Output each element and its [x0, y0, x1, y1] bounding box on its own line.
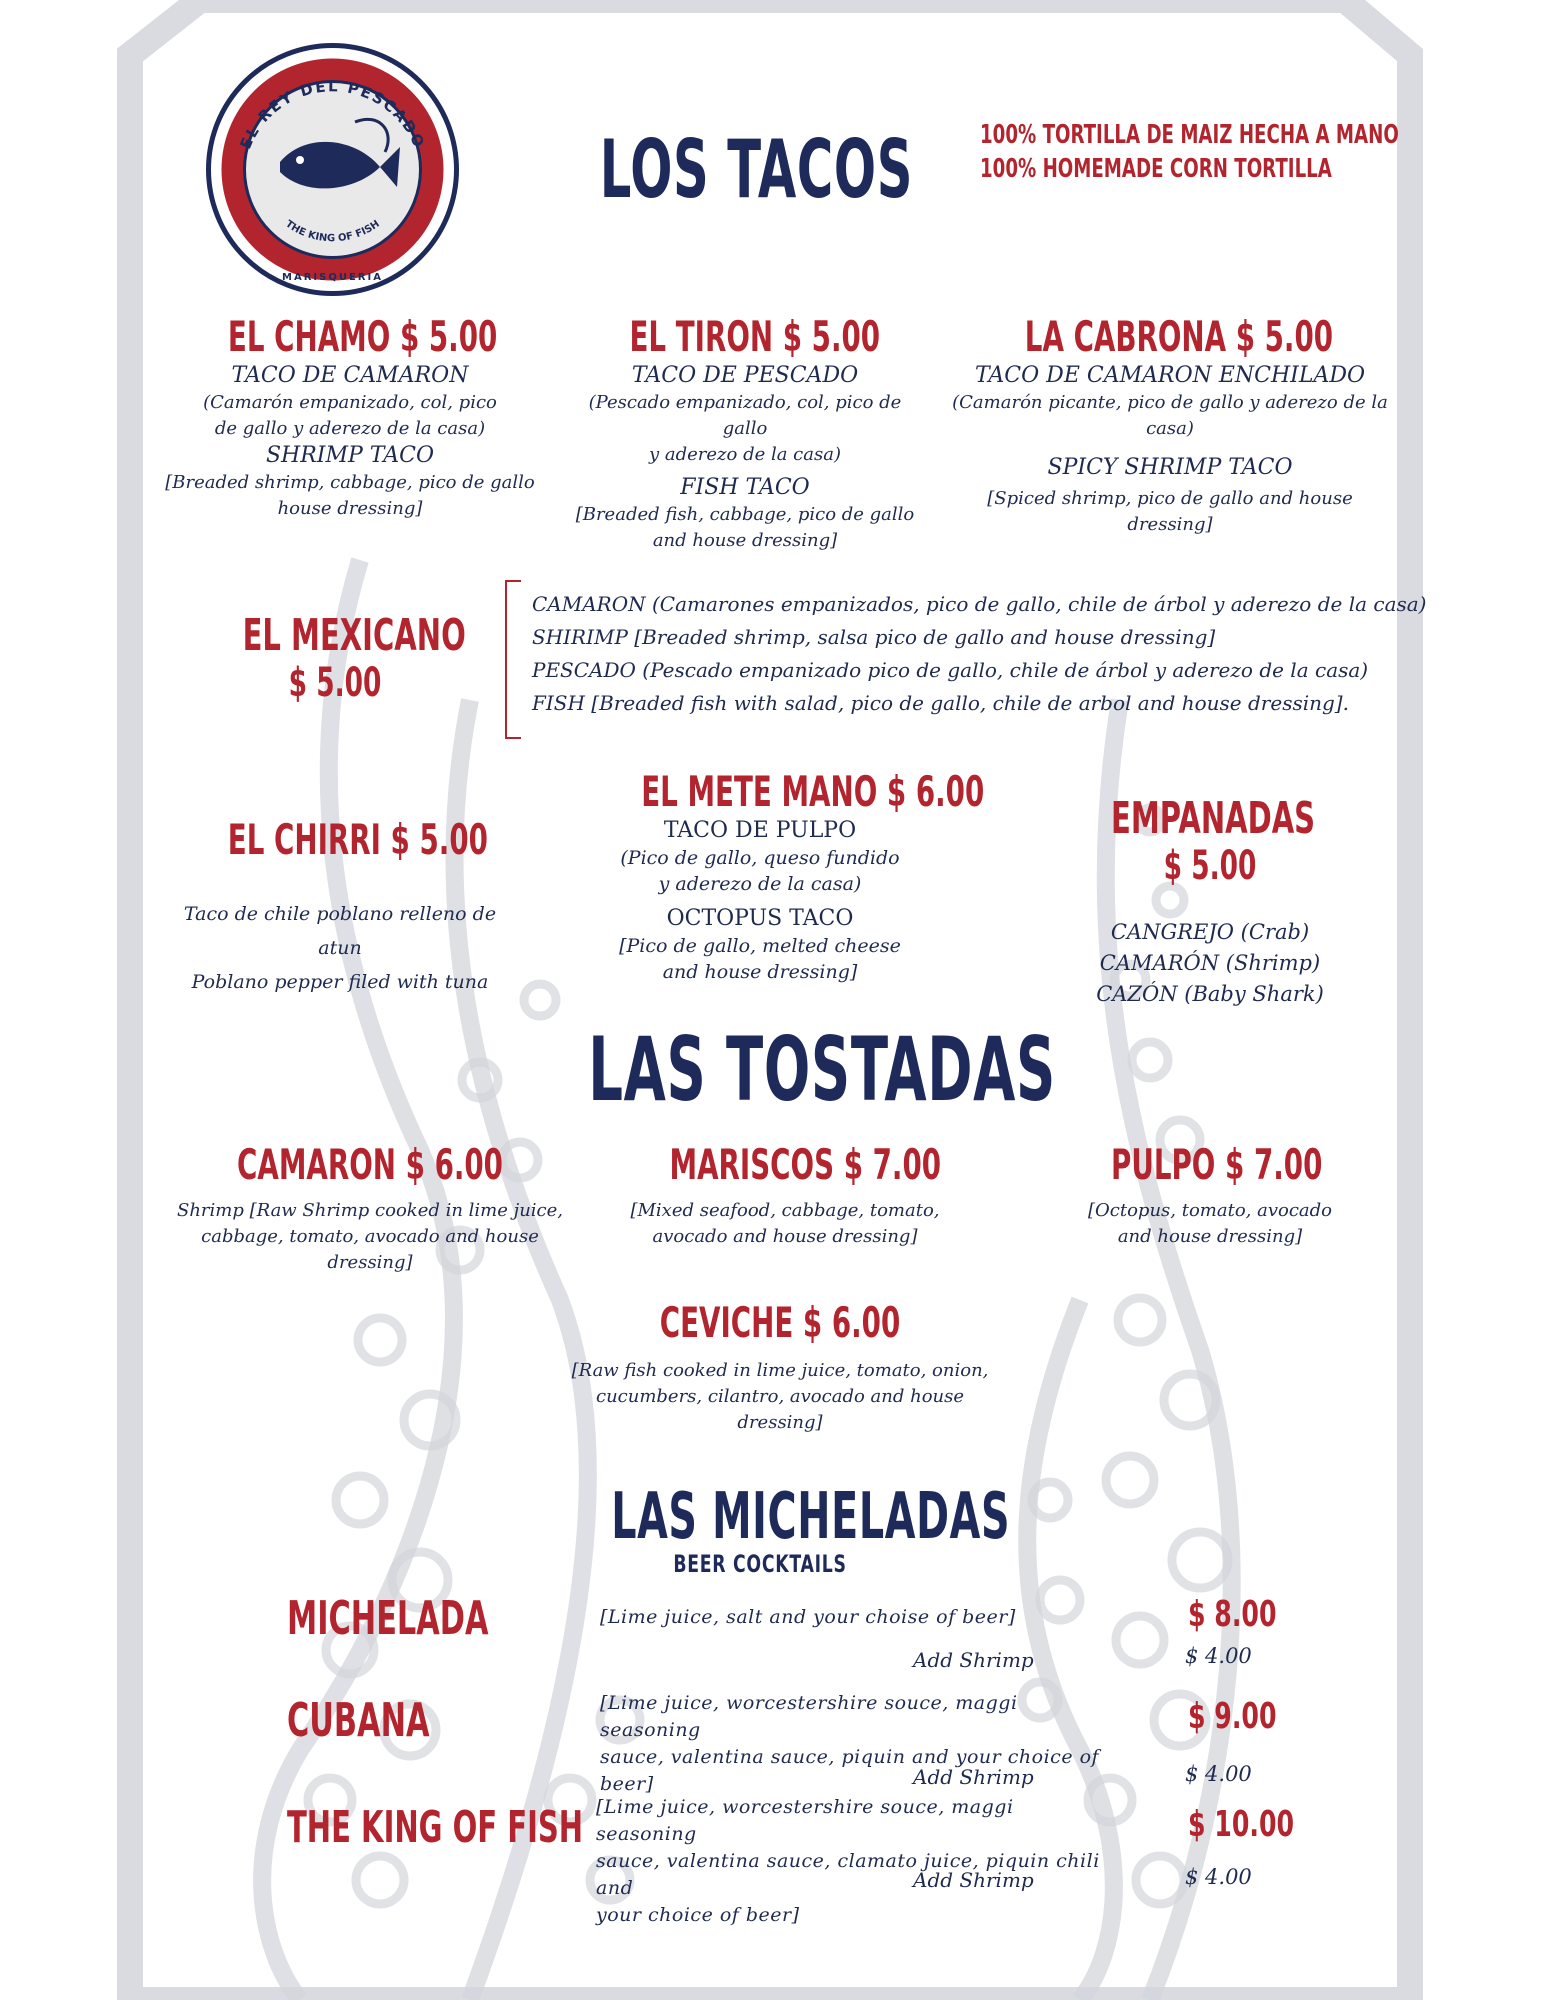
item-name: EL CHIRRI	[227, 815, 381, 864]
mexicano-options	[532, 588, 1427, 720]
mexicano-option: CAMARON (Camarones empanizados, pico de gallo, chile de árbol y aderezo de la casa)	[532, 592, 1427, 616]
item-es-desc: y aderezo de la casa)	[648, 444, 841, 465]
menu-item-tostada-mariscos	[610, 1140, 960, 1250]
drink-name: THE KING OF FISH	[287, 1802, 584, 1853]
slogan-en: 100% HOMEMADE CORN TORTILLA	[980, 154, 1332, 184]
item-desc: cucumbers, cilantro, avocado and house dressing]	[595, 1386, 965, 1433]
item-name: MARISCOS	[669, 1140, 835, 1189]
tostadas-title: LAS TOSTADAS	[588, 1018, 1056, 1121]
drink-price: $ 10.00	[1188, 1804, 1295, 1845]
item-desc: avocado and house dressing]	[652, 1226, 918, 1247]
item-name: EL METE MANO	[641, 767, 878, 816]
item-name: LA CABRONA	[1024, 312, 1227, 361]
logo-bottom-text: THE KING OF FISH	[283, 218, 382, 245]
add-shrimp-price: $ 4.00	[1185, 1644, 1252, 1668]
add-shrimp-price: $ 4.00	[1185, 1762, 1252, 1786]
item-es-desc: de gallo y aderezo de la casa)	[214, 418, 486, 439]
menu-item-el-tiron	[570, 312, 920, 554]
logo-sub-text: MARISQUERIA	[282, 272, 383, 283]
drink-name: CUBANA	[287, 1693, 430, 1747]
item-name: PULPO	[1111, 1140, 1216, 1189]
item-price: $ 5.00	[1235, 312, 1334, 361]
slogan-es: 100% TORTILLA DE MAIZ HECHA A MANO	[980, 120, 1399, 150]
drink-desc-line: your choice of beer]	[596, 1904, 800, 1926]
item-en-name: SPICY SHRIMP TACO	[1047, 455, 1293, 480]
drink-desc-line: [Lime juice, worcestershire souce, maggi seasoning	[600, 1692, 1018, 1741]
item-desc: and house dressing]	[1117, 1226, 1303, 1247]
item-name: CEVICHE	[659, 1298, 794, 1347]
item-en-desc: [Breaded fish, cabbage, pico de gallo	[575, 504, 915, 525]
tortilla-slogan	[980, 118, 1400, 186]
item-price: $ 5.00	[782, 312, 881, 361]
item-es-desc: (Camarón picante, pico de gallo y aderezo de la casa)	[952, 392, 1388, 439]
drink-price: $ 8.00	[1188, 1594, 1277, 1635]
item-es-desc: (Pico de gallo, queso fundido	[620, 847, 900, 869]
menu-item-el-mete-mano	[580, 767, 985, 985]
item-price: $ 5.00	[390, 815, 488, 864]
menu-item-el-chirri	[170, 815, 510, 999]
drink-desc: [Lime juice, salt and your choise of beer]	[600, 1606, 1016, 1628]
item-es-desc: (Pescado empanizado, col, pico de gallo	[588, 392, 902, 439]
item-desc: [Octopus, tomato, avocado	[1087, 1200, 1333, 1221]
drink-desc-line: sauce, valentina sauce, piquin and your choice of beer]	[600, 1746, 1100, 1795]
item-desc: Shrimp [Raw Shrimp cooked in lime juice,	[176, 1200, 563, 1221]
drink-name: MICHELADA	[287, 1591, 489, 1645]
item-desc: Taco de chile poblano relleno de atun	[183, 903, 497, 959]
item-price: $ 6.00	[802, 1298, 901, 1347]
item-es-name: TACO DE CAMARON ENCHILADO	[974, 363, 1366, 388]
item-en-name: FISH TACO	[680, 475, 810, 500]
add-shrimp-label: Add Shrimp	[913, 1868, 1034, 1892]
menu-item-empanadas	[1060, 795, 1360, 1010]
item-es-desc: (Camarón empanizado, col, pico	[203, 392, 497, 413]
item-name: EL CHAMO	[227, 312, 391, 361]
add-shrimp-label: Add Shrimp	[913, 1648, 1034, 1672]
mexicano-bracket	[505, 580, 521, 739]
restaurant-logo	[205, 42, 460, 297]
logo-top-text: EL REY DEL PESCADO	[236, 77, 429, 152]
item-desc: Poblano pepper filed with tuna	[191, 971, 489, 993]
item-price: $ 5.00	[288, 660, 382, 706]
menu-item-el-chamo	[165, 312, 535, 522]
drink-desc-line: sauce, valentina sauce, clamato juice, piquin chili and	[596, 1850, 1100, 1899]
item-es-desc: y aderezo de la casa)	[658, 873, 862, 895]
empanada-filling: CAZÓN (Baby Shark)	[1096, 982, 1324, 1006]
drink-desc-line: [Lime juice, worcestershire souce, maggi seasoning	[596, 1796, 1014, 1845]
empanada-filling: CAMARÓN (Shrimp)	[1099, 951, 1321, 975]
mexicano-option: SHIRIMP [Breaded shrimp, salsa pico de gallo and house dressing]	[532, 625, 1216, 649]
drink-desc	[600, 1690, 1120, 1798]
item-desc: [Mixed seafood, cabbage, tomato,	[630, 1200, 940, 1221]
tacos-title: LOS TACOS	[599, 123, 914, 216]
menu-item-tostada-camaron	[160, 1140, 580, 1276]
item-es-name: TACO DE CAMARON	[231, 363, 469, 388]
item-desc: [Raw fish cooked in lime juice, tomato, onion,	[571, 1360, 989, 1381]
item-price: $ 5.00	[1163, 843, 1257, 889]
mexicano-option: PESCADO (Pescado empanizado pico de gallo, chile de árbol y aderezo de la casa)	[532, 658, 1369, 682]
empanada-filling: CANGREJO (Crab)	[1110, 920, 1310, 944]
menu-item-el-mexicano	[195, 612, 475, 706]
add-shrimp-label: Add Shrimp	[913, 1765, 1034, 1789]
menu-item-tostada-pulpo	[1060, 1140, 1360, 1250]
item-en-name: OCTOPUS TACO	[666, 906, 854, 931]
item-price: $ 5.00	[399, 312, 498, 361]
micheladas-title: LAS MICHELADAS	[611, 1480, 1011, 1554]
item-name: CAMARON	[237, 1140, 396, 1189]
menu-item-la-cabrona	[950, 312, 1390, 538]
item-name: EL TIRON	[629, 312, 774, 361]
mexicano-option: FISH [Breaded fish with salad, pico de gallo, chile de arbol and house dressing].	[532, 691, 1349, 715]
item-en-desc: [Spiced shrimp, pico de gallo and house dressing]	[987, 488, 1353, 535]
item-en-desc: and house dressing]	[662, 961, 858, 983]
item-name: EMPANADAS	[1111, 793, 1316, 844]
item-en-desc: and house dressing]	[652, 530, 838, 551]
micheladas-subtitle: BEER COCKTAILS	[673, 1550, 847, 1578]
item-en-desc: [Breaded shrimp, cabbage, pico de gallo	[165, 472, 535, 493]
item-price: $ 7.00	[843, 1140, 942, 1189]
item-es-name: TACO DE PULPO	[663, 818, 857, 843]
item-desc: cabbage, tomato, avocado and house dressing]	[201, 1226, 539, 1273]
item-es-name: TACO DE PESCADO	[631, 363, 859, 388]
item-price: $ 6.00	[405, 1140, 503, 1189]
item-en-desc: [Pico de gallo, melted cheese	[619, 935, 901, 957]
item-name: EL MEXICANO	[242, 610, 466, 661]
menu-item-tostada-ceviche	[570, 1298, 990, 1436]
drink-price: $ 9.00	[1188, 1696, 1277, 1737]
item-en-name: SHRIMP TACO	[265, 443, 435, 468]
drink-desc	[596, 1794, 1116, 1929]
item-price: $ 6.00	[886, 767, 985, 816]
item-price: $ 7.00	[1225, 1140, 1323, 1189]
item-en-desc: house dressing]	[277, 498, 423, 519]
add-shrimp-price: $ 4.00	[1185, 1865, 1252, 1889]
